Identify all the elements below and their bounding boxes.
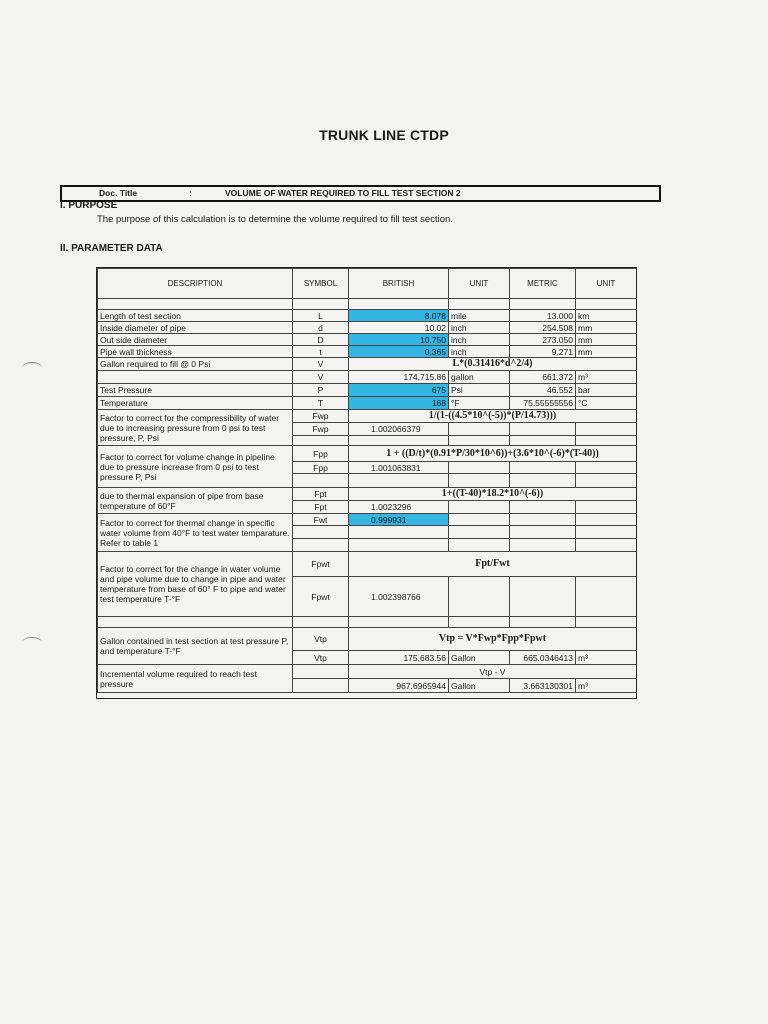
table-row: Fpwt 1.002398766: [98, 577, 637, 617]
input-cell: 0.999931: [349, 514, 449, 526]
table-row: Gallon required to fill @ 0 Psi V L*(0.31416*d^2/4): [98, 358, 637, 371]
table-row: Out side diameter D 10.750 inch 273.050 mm: [98, 334, 637, 346]
spacer-row: [98, 617, 637, 628]
header-unit: UNIT: [449, 269, 510, 299]
purpose-heading: I. PURPOSE: [60, 200, 118, 211]
table-row: Factor to correct for volume change in pipeline due to pressure increase from 0 psi to test pressure P, Psi Fpp 1 + ((D/t)*(0.91*P/30*10^6))+(3.6*10^(-6)*(T-40)): [98, 446, 637, 462]
table-row: Fpp 1.001063831: [98, 462, 637, 474]
table-row: Temperature T 168 °F 75.55555556 °C: [98, 397, 637, 410]
header-symbol: SYMBOL: [293, 269, 349, 299]
table-row: 967.6965944 Gallon 3.663130301 m³: [98, 679, 637, 693]
formula-cell: Vtp - V: [349, 665, 637, 679]
formula-cell: L*(0.31416*d^2/4): [349, 358, 637, 371]
formula-cell: 1/(1-((4.5*10^(-5))*(P/14.73))): [349, 410, 637, 423]
doc-title-separator: :: [189, 188, 192, 198]
table-row: Inside diameter of pipe d 10.02 inch 254.508 mm: [98, 322, 637, 334]
purpose-text: The purpose of this calculation is to determine the volume required to fill test section.: [97, 214, 453, 225]
doc-title-value: VOLUME OF WATER REQUIRED TO FILL TEST SECTION 2: [225, 188, 461, 198]
doc-title-label: Doc. Title: [99, 188, 138, 198]
formula-cell: Vtp = V*Fwp*Fpp*Fpwt: [349, 628, 637, 651]
input-cell: 0.365: [349, 346, 449, 358]
parameter-table-frame: [96, 267, 637, 699]
table-row: Gallon contained in test section at test pressure P, and temperature T-°F Vtp Vtp = V*Fwp*Fpp*Fpwt: [98, 628, 637, 651]
punch-hole-mark: [22, 637, 42, 648]
table-row: Factor to correct for the compressibility of water due to increasing pressure from 0 psi to test pressure, P, Psi Fwp 1/(1-((4.5*10^(-5))*(P/14.73))): [98, 410, 637, 423]
header-metric-unit: UNIT: [576, 269, 637, 299]
doc-title-box: [60, 185, 661, 202]
table-row: Fwp 1.002066379: [98, 423, 637, 436]
table-row: Factor to correct for the change in water volume and pipe volume due to change in pipe and water temperature from base of 60° F to pipe and water test temperature T-°F Fpwt Fpt/Fwt: [98, 552, 637, 577]
input-cell: 10.750: [349, 334, 449, 346]
formula-cell: 1 + ((D/t)*(0.91*P/30*10^6))+(3.6*10^(-6)*(T-40)): [349, 446, 637, 462]
table-row: Pipe wall thickness t 0.365 inch 9.271 mm: [98, 346, 637, 358]
table-row: V 174,715.86 gallon 661.372 m³: [98, 371, 637, 384]
table-row: Length of test section L 8.078 mile 13.000 km: [98, 310, 637, 322]
table-row: Factor to correct for thermal change in specific water volume from 40°F to test water temparature. Refer to table 1 Fwt 0.999931: [98, 514, 637, 526]
table-row: due to thermal expansion of pipe from base temperature of 60°F Fpt 1+((T-40)*18.2*10^(-6)): [98, 488, 637, 501]
spacer-row: [98, 299, 637, 310]
table-header-row: [98, 269, 637, 299]
table-row: Test Pressure P 675 Psi 46.552 bar: [98, 384, 637, 397]
formula-cell: 1+((T-40)*18.2*10^(-6)): [349, 488, 637, 501]
table-row: Vtp 175,683.56 Gallon 665.0346413 m³: [98, 651, 637, 665]
input-cell: 675: [349, 384, 449, 397]
formula-cell: Fpt/Fwt: [349, 552, 637, 577]
header-metric: METRIC: [510, 269, 576, 299]
input-cell: 8.078: [349, 310, 449, 322]
punch-hole-mark: [22, 362, 42, 373]
table-row: Fpt 1.0023296: [98, 501, 637, 514]
parameter-table: [97, 268, 637, 693]
input-cell: 168: [349, 397, 449, 410]
page-title: TRUNK LINE CTDP: [319, 127, 449, 143]
header-description: DESCRIPTION: [98, 269, 293, 299]
header-british: BRITISH: [349, 269, 449, 299]
parameter-heading: II. PARAMETER DATA: [60, 243, 163, 254]
table-row: Incremental volume required to reach test pressure Vtp - V: [98, 665, 637, 679]
